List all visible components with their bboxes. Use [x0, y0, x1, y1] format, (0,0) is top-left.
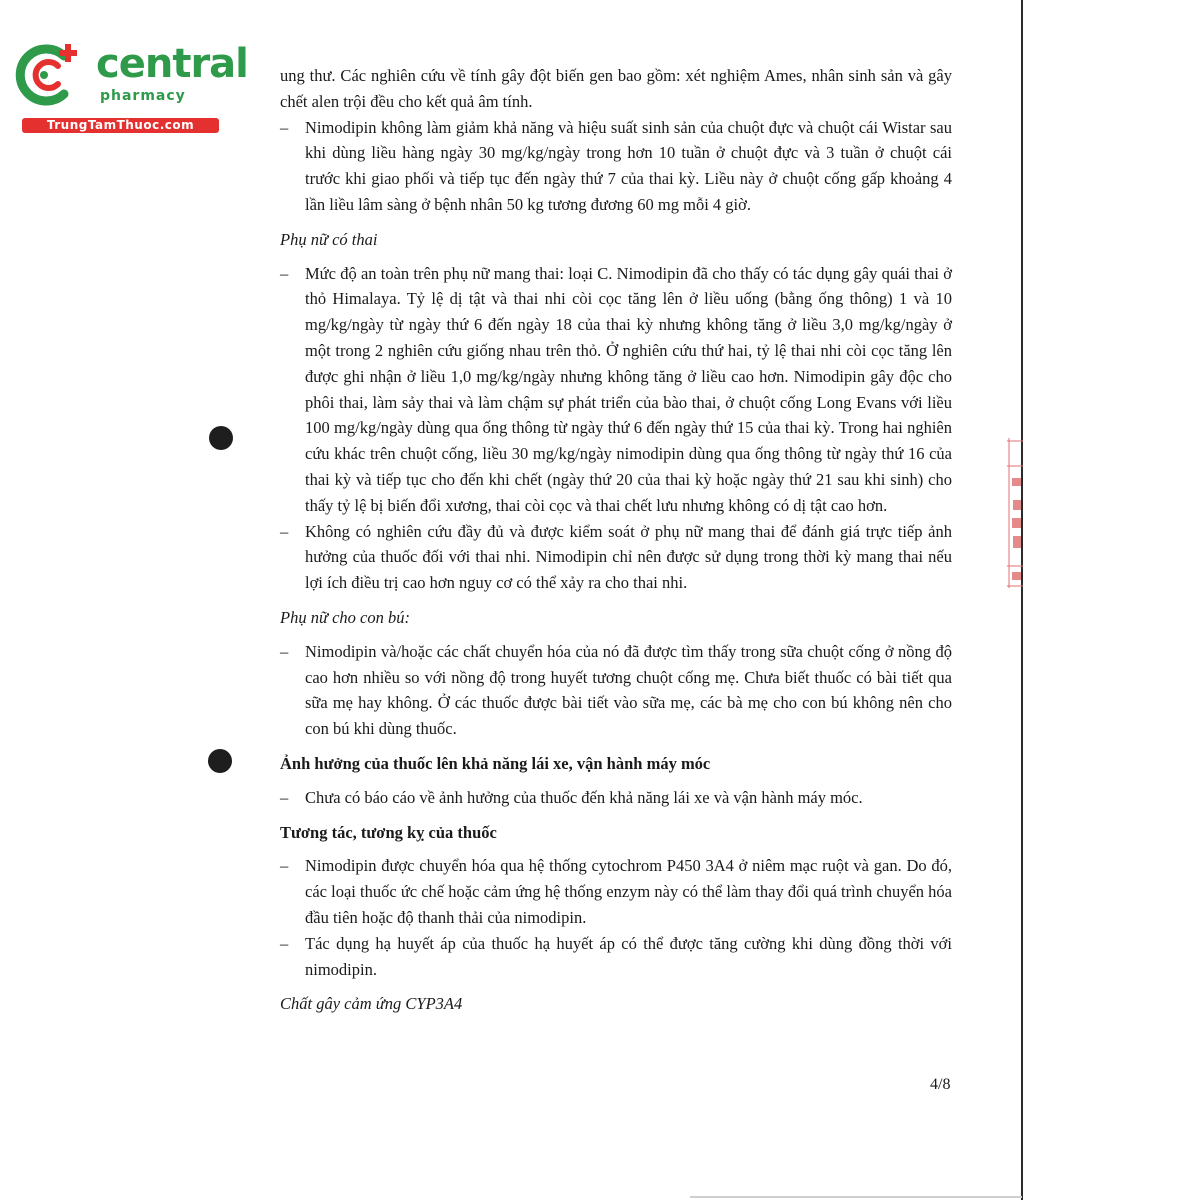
bullet-dash-icon: –: [280, 856, 289, 876]
list-item-text: Nimodipin được chuyển hóa qua hệ thống cytochrom P450 3A4 ở niêm mạc ruột và gan. Do đó, các loại thuốc ức chế hoặc cảm ứng hệ thống enzym này có thể làm thay đổi quá trình chuyển hóa đầu tiên hoặc độ thanh thải của nimodipin.: [305, 856, 952, 927]
bullet-dash-icon: –: [280, 117, 289, 137]
list-item: [280, 115, 952, 218]
list-item-text: Không có nghiên cứu đầy đủ và được kiểm soát ở phụ nữ mang thai để đánh giá trực tiếp ảnh hưởng của thuốc đối với thai nhi. Nimodipin chỉ nên được sử dụng trong thời kỳ mang thai nếu lợi ích điều trị cao hơn nguy cơ có thể xảy ra cho thai nhi.: [305, 521, 952, 593]
bullet-dash-icon: –: [280, 641, 289, 661]
brand-name: central: [96, 41, 248, 87]
list-item: [280, 519, 952, 596]
brand-subtitle: pharmacy: [100, 88, 186, 104]
paragraph: ung thư. Các nghiên cứu về tính gây đột biến gen bao gồm: xét nghiệm Ames, nhân sinh sản và gây chết alen trội đều cho kết quả âm tính.: [280, 66, 952, 111]
list-item-text: Chưa có báo cáo về ảnh hưởng của thuốc đến khả năng lái xe và vận hành máy móc.: [305, 787, 863, 807]
list-item-text: Nimodipin không làm giảm khả năng và hiệu suất sinh sản của chuột đực và chuột cái Wistar sau khi dùng liều hàng ngày 30 mg/kg/ngày trong hơn 10 tuần ở chuột đực và 3 tuần ở chuột cái trước khi giao phối và tiếp tục đến ngày thứ 7 của thai kỳ. Liều này ở chuột cống gấp khoảng 4 lần liều lâm sàng ở bệnh nhân 50 kg tương đương 60 mg mỗi 4 giờ.: [305, 117, 952, 214]
list-item-text: Mức độ an toàn trên phụ nữ mang thai: loại C. Nimodipin đã cho thấy có tác dụng gây quái thai ở thỏ Himalaya. Tỷ lệ dị tật và thai nhi còi cọc tăng lên ở liều uống (bằng ống thông) 1 và 10 mg/kg/ngày từ ngày thứ 6 đến ngày 18 của thai kỳ nhưng không tăng ở liều 3,0 mg/kg/ngày ở một trong 2 nghiên cứu giống nhau trên thỏ. Ở nghiên cứu thứ hai, tỷ lệ thai nhi còi cọc tăng lên được ghi nhận ở liều 1,0 mg/kg/ngày nhưng không tăng ở liều cao hơn. Nimodipin gây độc cho phôi thai, làm sảy thai và làm chậm sự phát triển của bào thai, ở chuột cống Long Evans với liều 100 mg/kg/ngày dùng qua ống thông từ ngày thứ 6 đến ngày thứ 15 của thai kỳ. Trong hai nghiên cứu khác trên chuột cống, liều 30 mg/kg/ngày nimodipin dùng qua ống thông từ ngày thứ 16 của thai kỳ và tiếp tục cho đến khi chết (ngày thứ 20 của thai kỳ hoặc ngày thứ 21 sau khi sinh) cho thấy tỷ lệ bị biến đổi xương, thai còi cọc và thai chết lưu nhưng không có dị tật cao hơn.: [305, 263, 952, 515]
bullet-dash-icon: –: [280, 521, 289, 541]
scan-edge-line: [1021, 0, 1023, 1200]
list-item: [280, 785, 952, 811]
bullet-dash-icon: –: [280, 787, 289, 807]
brand-logo: [10, 38, 248, 138]
bullet-dash-icon: –: [280, 263, 289, 283]
section-heading: Ảnh hưởng của thuốc lên khả năng lái xe, vận hành máy móc: [280, 753, 711, 773]
list-item: [280, 853, 952, 930]
list-item: [280, 261, 952, 519]
punch-hole-bottom: [208, 749, 232, 773]
section-subheading: Phụ nữ có thai: [280, 229, 378, 249]
punch-hole-top: [209, 426, 233, 450]
list-item-text: Nimodipin và/hoặc các chất chuyển hóa của nó đã được tìm thấy trong sữa chuột cống ở nồng độ cao hơn nhiều so với nồng độ trong huyết tương chuột cống mẹ. Chưa biết thuốc có bài tiết qua sữa mẹ hay không. Ở các thuốc được bài tiết vào sữa mẹ, các bà mẹ cho con bú không nên cho con bú khi dùng thuốc.: [305, 641, 952, 739]
document-body: [280, 63, 952, 1025]
list-item: [280, 931, 952, 983]
brand-url: TrungTamThuoc.com: [22, 118, 219, 133]
stamp-fragment-icon: [1005, 438, 1023, 588]
section-heading: Tương tác, tương kỵ của thuốc: [280, 822, 497, 842]
central-pharmacy-logo-icon: [10, 38, 90, 108]
scan-bottom-line: [690, 1196, 1022, 1198]
page-number: 4/8: [930, 1076, 951, 1093]
list-item: [280, 639, 952, 742]
bullet-dash-icon: –: [280, 933, 289, 953]
section-subheading: Phụ nữ cho con bú:: [280, 607, 410, 627]
section-subheading: Chất gây cảm ứng CYP3A4: [280, 994, 463, 1014]
list-item-text: Tác dụng hạ huyết áp của thuốc hạ huyết áp có thể được tăng cường khi dùng đồng thời với nimodipin.: [305, 933, 952, 979]
